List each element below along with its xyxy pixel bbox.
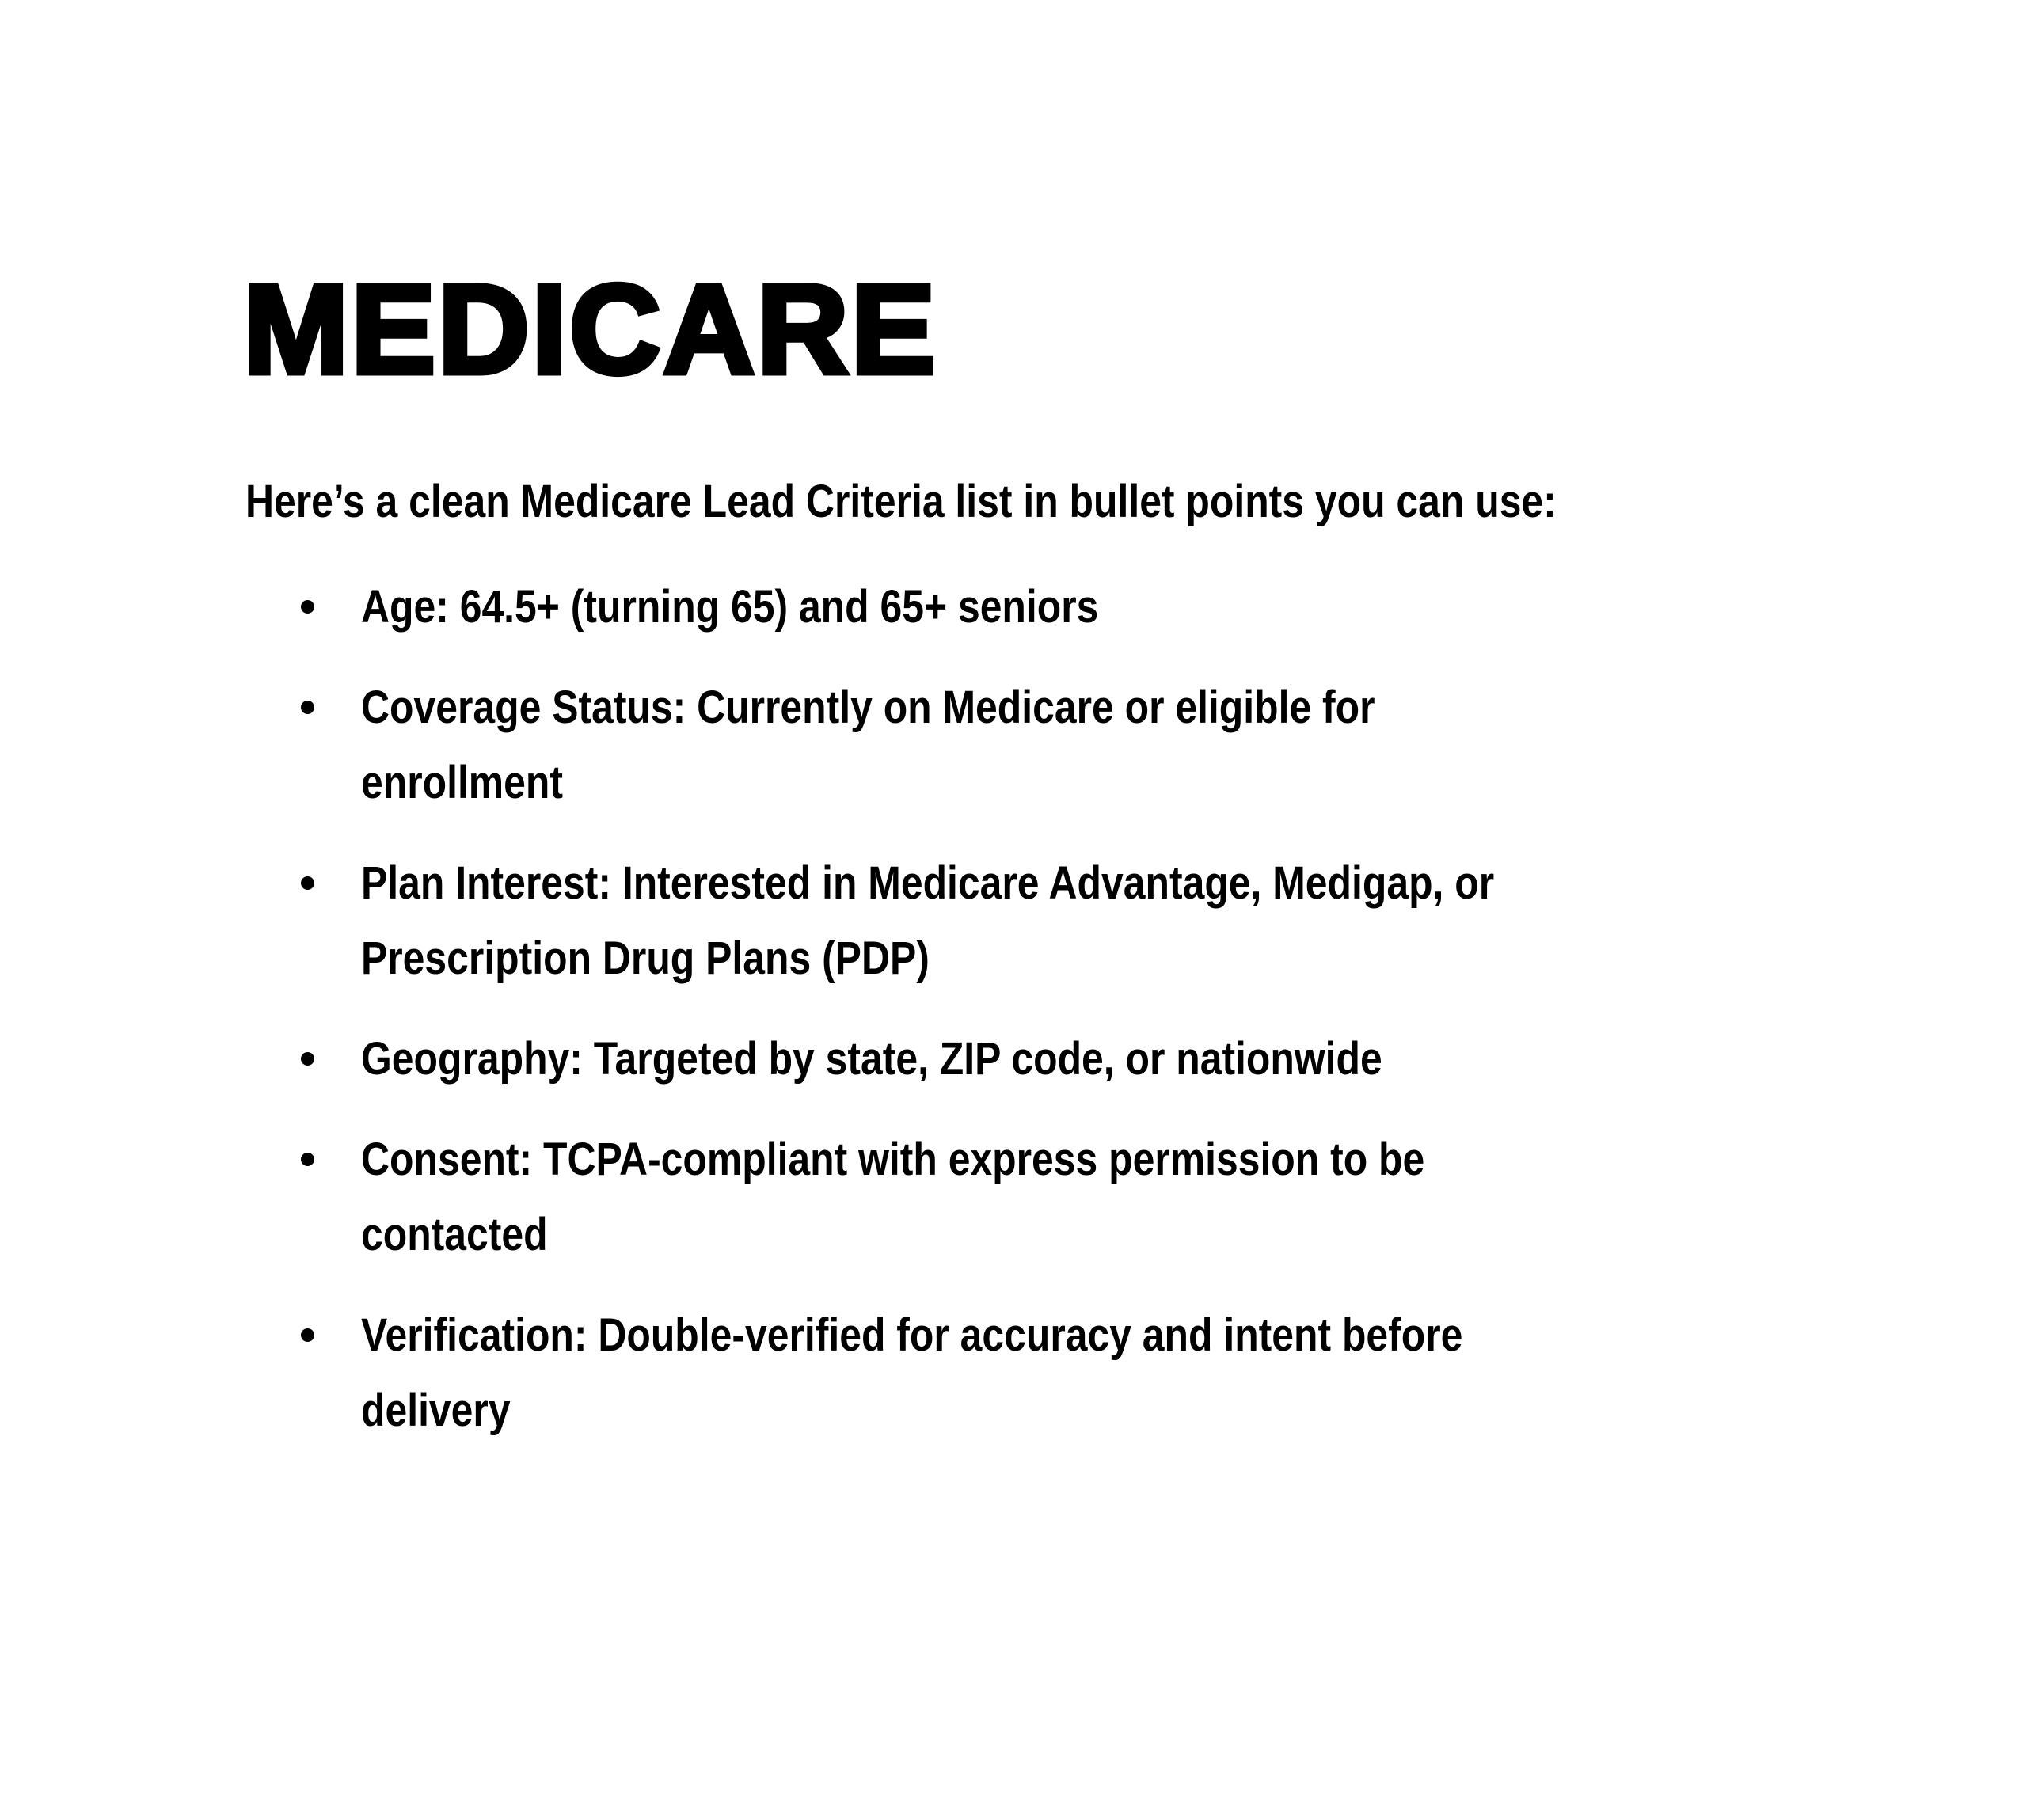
bullet-line: Plan Interest: Interested in Medicare Advantage, Medigap, or [361,857,1495,909]
bullet-list [245,569,1948,1448]
bullet-line: contacted [361,1209,548,1260]
bullet-icon [301,1328,314,1342]
bullet-line: Verification: Double-verified for accuracy and intent before [361,1309,1463,1361]
bullet-line: Prescription Drug Plans (PDP) [361,933,930,984]
list-item [245,1021,1948,1096]
bullet-line: Age: 64.5+ (turning 65) and 65+ seniors [361,581,1099,633]
list-item [245,670,1948,820]
document-body [245,464,1948,1448]
bullet-icon [301,600,314,614]
bullet-icon [301,1052,314,1066]
list-item [245,1298,1948,1448]
intro-text: Here’s a clean Medicare Lead Criteria list in bullet points you can use: [245,476,1557,527]
list-item [245,845,1948,996]
bullet-icon [301,1153,314,1166]
bullet-line: Geography: Targeted by state, ZIP code, or nationwide [361,1033,1382,1085]
bullet-line: enrollment [361,757,563,808]
intro-paragraph [245,464,1948,539]
list-item [245,1122,1948,1272]
list-item [245,569,1948,644]
page-title: MEDICARE [243,258,938,400]
bullet-icon [301,876,314,890]
bullet-line: Consent: TCPA-compliant with express permission to be [361,1134,1425,1185]
bullet-line: delivery [361,1385,511,1436]
bullet-icon [301,701,314,714]
bullet-line: Coverage Status: Currently on Medicare or eligible for [361,682,1375,733]
